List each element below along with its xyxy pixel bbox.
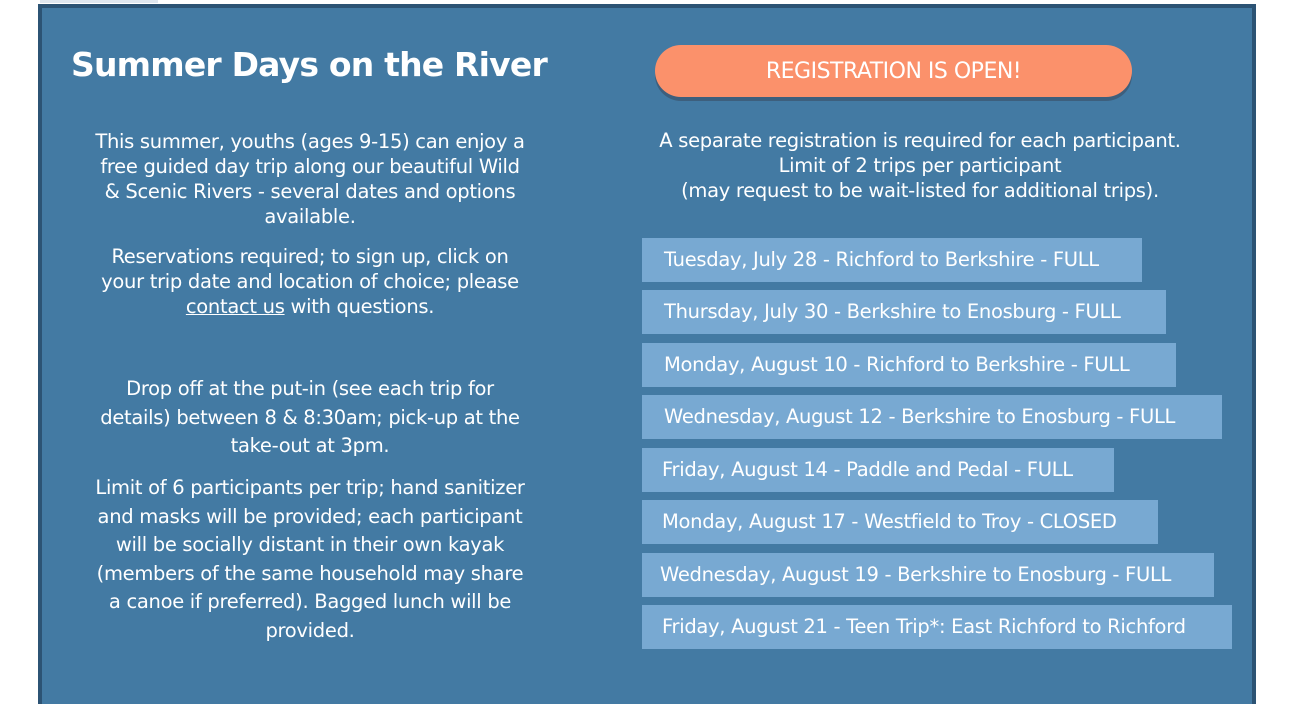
- trip-link-jul-30[interactable]: Thursday, July 30 - Berkshire to Enosburg - FULL: [642, 290, 1166, 334]
- page-title: Summer Days on the River: [71, 45, 547, 84]
- contact-us-link[interactable]: contact us: [185, 295, 285, 318]
- dropoff-text: Drop off at the put-in (see each trip for details) between 8 & 8:30am; pick-up at the take-out at 3pm.: [100, 377, 520, 457]
- trip-link-jul-28[interactable]: Tuesday, July 28 - Richford to Berkshire - FULL: [642, 238, 1142, 282]
- trip-link-aug-14[interactable]: Friday, August 14 - Paddle and Pedal - FULL: [642, 448, 1114, 492]
- intro-text: This summer, youths (ages 9-15) can enjoy a free guided day trip along our beautiful Wild & Scenic Rivers - several dates and options available.: [95, 130, 525, 228]
- reservations-text-before: Reservations required; to sign up, click on your trip date and location of choice; please: [101, 245, 519, 293]
- registration-note: [640, 128, 1200, 203]
- trip-link-aug-17[interactable]: Monday, August 17 - Westfield to Troy - CLOSED: [642, 500, 1158, 544]
- registration-note-line1: A separate registration is required for each participant.: [659, 129, 1181, 152]
- page-tab-strip: [40, 0, 158, 3]
- registration-note-line3: (may request to be wait-listed for additional trips).: [681, 179, 1159, 202]
- reservations-text: [90, 244, 530, 319]
- reservations-text-after: with questions.: [284, 295, 435, 318]
- limits-text: Limit of 6 participants per trip; hand sanitizer and masks will be provided; each participant will be socially distant in their own kayak (members of the same household may share a canoe if preferred). Bagged lunch will be provided.: [95, 476, 525, 642]
- registration-note-line2: Limit of 2 trips per participant: [778, 154, 1062, 177]
- registration-button[interactable]: REGISTRATION IS OPEN!: [655, 45, 1132, 97]
- trip-link-aug-19[interactable]: Wednesday, August 19 - Berkshire to Enosburg - FULL: [642, 553, 1214, 597]
- trip-link-aug-21[interactable]: Friday, August 21 - Teen Trip*: East Richford to Richford: [642, 605, 1232, 649]
- trip-link-aug-10[interactable]: Monday, August 10 - Richford to Berkshire - FULL: [642, 343, 1176, 387]
- trip-link-aug-12[interactable]: Wednesday, August 12 - Berkshire to Enosburg - FULL: [642, 395, 1222, 439]
